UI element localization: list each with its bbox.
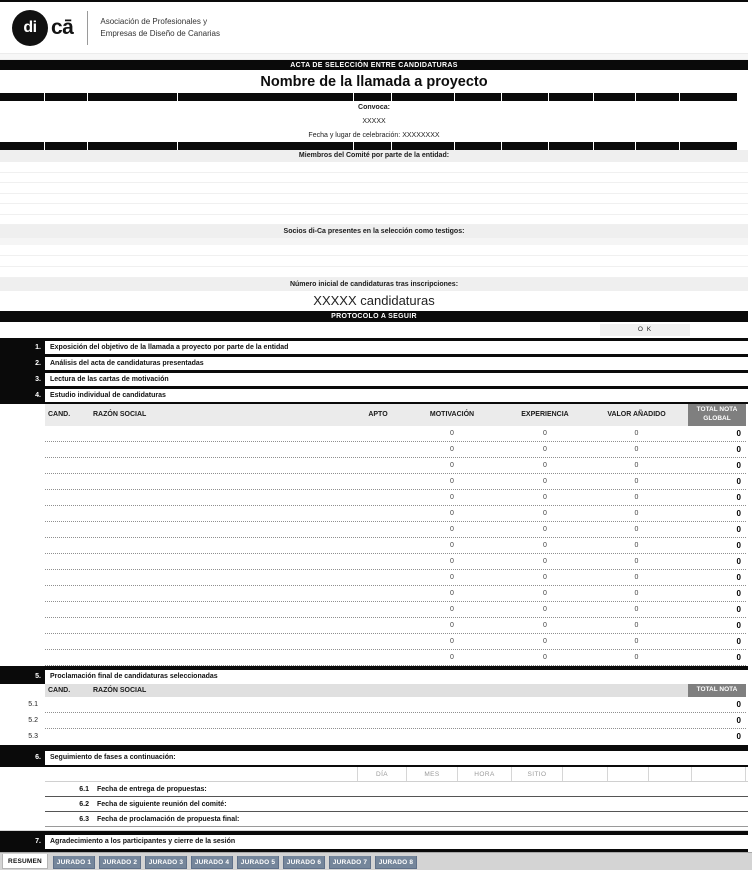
score-cell-valor[interactable]: 0 — [634, 494, 639, 501]
score-cell-motivacion[interactable]: 0 — [450, 526, 454, 533]
score-cell-experiencia[interactable]: 0 — [543, 494, 547, 501]
protocol-item-number: 5. — [0, 670, 45, 684]
protocol-item-row — [0, 357, 748, 373]
logo-ca-text: cā — [51, 15, 74, 39]
closing-section — [0, 831, 748, 852]
protocol-item-number: 6. — [0, 751, 45, 765]
score-cell-valor[interactable]: 0 — [634, 574, 639, 581]
score-cell-experiencia[interactable]: 0 — [543, 430, 547, 437]
acta-title-bar — [0, 60, 748, 70]
score-cell-motivacion[interactable]: 0 — [450, 542, 454, 549]
score-cell-valor[interactable]: 0 — [634, 478, 639, 485]
score-cell-motivacion[interactable]: 0 — [450, 430, 454, 437]
score-cell-experiencia[interactable]: 0 — [543, 590, 547, 597]
final-table-header — [0, 684, 748, 697]
score-cell-motivacion[interactable]: 0 — [450, 622, 454, 629]
score-cell-motivacion[interactable]: 0 — [450, 606, 454, 613]
score-cell-total: 0 — [736, 573, 741, 582]
protocol-item-text: Agradecimiento a los participantes y cierre de la sesión — [50, 838, 236, 845]
score-cell-valor[interactable]: 0 — [634, 510, 639, 517]
score-cell-total: 0 — [736, 621, 741, 630]
col-header-hora: HORA — [457, 767, 511, 782]
protocol-item-row-7 — [0, 835, 748, 849]
sheet-tab-jurado[interactable]: JURADO 6 — [283, 856, 325, 869]
score-cell-experiencia[interactable]: 0 — [543, 478, 547, 485]
miembros-label-band: Miembros del Comité por parte de la entidad: — [0, 150, 748, 162]
score-cell-motivacion[interactable]: 0 — [450, 510, 454, 517]
sheet-tab-jurado[interactable]: JURADO 2 — [99, 856, 141, 869]
protocol-item-number: 3. — [0, 373, 45, 386]
sheet-tab-jurado[interactable]: JURADO 8 — [375, 856, 417, 869]
protocol-item-number: 4. — [0, 389, 45, 402]
protocol-item-row — [0, 373, 748, 389]
score-cell-total: 0 — [736, 653, 741, 662]
score-cell-total: 0 — [736, 525, 741, 534]
phase-row-number: 6.3 — [79, 816, 89, 823]
score-cell-valor[interactable]: 0 — [634, 446, 639, 453]
score-row[interactable] — [0, 618, 748, 634]
score-table-header — [0, 404, 748, 426]
sheet-tab-group — [53, 856, 417, 869]
score-row[interactable] — [0, 570, 748, 586]
score-cell-motivacion[interactable]: 0 — [450, 558, 454, 565]
sheet-tab-jurado[interactable]: JURADO 5 — [237, 856, 279, 869]
protocolo-bar — [0, 311, 748, 322]
score-cell-valor[interactable]: 0 — [634, 542, 639, 549]
protocol-item-row — [0, 389, 748, 404]
score-row[interactable] — [0, 490, 748, 506]
protocol-item-row-6 — [0, 751, 748, 767]
score-row[interactable] — [0, 586, 748, 602]
project-title: Nombre de la llamada a proyecto — [260, 74, 488, 90]
score-cell-total: 0 — [736, 605, 741, 614]
socios-sub-band — [0, 238, 748, 245]
score-cell-motivacion[interactable]: 0 — [450, 494, 454, 501]
score-cell-valor[interactable]: 0 — [634, 558, 639, 565]
protocol-item-text: Seguimiento de fases a continuación: — [50, 754, 176, 761]
score-row[interactable] — [0, 426, 748, 442]
col-header-cand: CAND. — [48, 687, 71, 694]
score-cell-valor[interactable]: 0 — [634, 606, 639, 613]
protocol-item-text: Exposición del objetivo de la llamada a proyecto por parte de la entidad — [50, 344, 289, 351]
col-header-mes: MES — [406, 767, 457, 782]
acta-title: ACTA DE SELECCIÓN ENTRE CANDIDATURAS — [290, 61, 458, 69]
col-header-experiencia: EXPERIENCIA — [521, 411, 569, 418]
miembros-input-area[interactable] — [0, 162, 748, 225]
score-cell-motivacion[interactable]: 0 — [450, 638, 454, 645]
socios-label-band: Socios di-Ca presentes en la selección como testigos: — [0, 225, 748, 238]
convoca-label: Convoca: — [358, 104, 390, 111]
score-cell-experiencia[interactable]: 0 — [543, 446, 547, 453]
score-cell-experiencia[interactable]: 0 — [543, 558, 547, 565]
score-cell-valor[interactable]: 0 — [634, 654, 639, 661]
protocol-item-row-5 — [0, 670, 748, 684]
score-cell-valor[interactable]: 0 — [634, 526, 639, 533]
sheet-tab-jurado[interactable]: JURADO 1 — [53, 856, 95, 869]
final-row[interactable] — [0, 697, 748, 713]
score-row[interactable] — [0, 474, 748, 490]
score-cell-experiencia[interactable]: 0 — [543, 654, 547, 661]
score-cell-motivacion[interactable]: 0 — [450, 590, 454, 597]
phase-row-label: Fecha de siguiente reunión del comité: — [97, 801, 227, 808]
score-row[interactable] — [0, 458, 748, 474]
phase-row-label: Fecha de proclamación de propuesta final: — [97, 816, 240, 823]
score-cell-total: 0 — [736, 509, 741, 518]
protocolo-title: PROTOCOLO A SEGUIR — [331, 313, 417, 320]
score-cell-valor[interactable]: 0 — [634, 590, 639, 597]
phase-row-number: 6.1 — [79, 786, 89, 793]
final-row-number: 5.3 — [28, 733, 38, 740]
phase-row[interactable] — [0, 797, 748, 812]
sheet-tab-resumen[interactable]: RESUMEN — [2, 854, 48, 869]
dica-logo-circle-icon — [12, 10, 48, 46]
phases-section — [0, 747, 748, 831]
score-table-rows — [0, 426, 748, 666]
score-cell-total: 0 — [736, 589, 741, 598]
score-cell-total: 0 — [736, 557, 741, 566]
dica-logo — [12, 10, 73, 46]
protocol-item-row — [0, 341, 748, 357]
phase-row-number: 6.2 — [79, 801, 89, 808]
score-cell-experiencia[interactable]: 0 — [543, 574, 547, 581]
score-cell-valor[interactable]: 0 — [634, 462, 639, 469]
col-header-razon-social: RAZÓN SOCIAL — [93, 411, 147, 418]
col-header-cand: CAND. — [48, 411, 71, 418]
final-row[interactable] — [0, 713, 748, 729]
final-row-number: 5.1 — [28, 701, 38, 708]
fecha-lugar-cell[interactable]: Fecha y lugar de celebración: XXXXXXXX — [308, 132, 440, 139]
score-cell-total: 0 — [736, 493, 741, 502]
final-row-number: 5.2 — [28, 717, 38, 724]
score-cell-total: 0 — [736, 445, 741, 454]
score-cell-total: 0 — [736, 541, 741, 550]
logo-header — [0, 2, 748, 53]
col-header-dia: DÍA — [357, 767, 406, 782]
score-cell-valor[interactable]: 0 — [634, 430, 639, 437]
score-cell-experiencia[interactable]: 0 — [543, 510, 547, 517]
final-row[interactable] — [0, 729, 748, 745]
final-cell-total: 0 — [736, 732, 741, 741]
phases-rows — [0, 782, 748, 827]
score-cell-motivacion[interactable]: 0 — [450, 478, 454, 485]
sheet-tab-bar — [0, 852, 752, 870]
score-cell-motivacion[interactable]: 0 — [450, 654, 454, 661]
score-cell-experiencia[interactable]: 0 — [543, 606, 547, 613]
score-row[interactable] — [0, 442, 748, 458]
score-cell-experiencia[interactable]: 0 — [543, 622, 547, 629]
score-cell-experiencia[interactable]: 0 — [543, 638, 547, 645]
protocol-item-text: Lectura de las cartas de motivación — [50, 376, 169, 383]
score-row[interactable] — [0, 522, 748, 538]
score-cell-experiencia[interactable]: 0 — [543, 542, 547, 549]
sheet-tab-jurado[interactable]: JURADO 7 — [329, 856, 371, 869]
org-name-line2: Empresas de Diseño de Canarias — [100, 28, 220, 38]
logo-divider — [87, 11, 88, 45]
final-cell-total: 0 — [736, 700, 741, 709]
column-divider-bar-top — [0, 93, 748, 101]
score-row[interactable] — [0, 602, 748, 618]
score-cell-motivacion[interactable]: 0 — [450, 462, 454, 469]
protocol-items — [0, 338, 748, 404]
spacer-band — [0, 53, 748, 60]
score-cell-total: 0 — [736, 461, 741, 470]
final-cell-total: 0 — [736, 716, 741, 725]
score-row[interactable] — [0, 634, 748, 650]
protocol-item-text: Estudio individual de candidaturas — [50, 392, 166, 399]
score-row[interactable] — [0, 506, 748, 522]
column-divider-bar-mid — [0, 142, 748, 150]
numero-label-band: Número inicial de candidaturas tras inscripciones: — [0, 278, 748, 291]
protocol-item-text: Proclamación final de candidaturas seleccionadas — [50, 673, 218, 680]
ok-cell[interactable]: O K — [600, 324, 690, 336]
final-table-rows — [0, 697, 748, 745]
socios-input-area[interactable] — [0, 245, 748, 278]
score-cell-total: 0 — [736, 429, 741, 438]
protocol-item-text: Análisis del acta de candidaturas presentadas — [50, 360, 204, 367]
score-cell-valor[interactable]: 0 — [634, 638, 639, 645]
phase-row-label: Fecha de entrega de propuestas: — [97, 786, 207, 793]
protocol-item-number: 1. — [0, 341, 45, 354]
org-name — [100, 16, 220, 39]
ok-row — [0, 322, 748, 338]
convoca-value-cell[interactable]: XXXXX — [362, 118, 386, 125]
sheet-tab-jurado[interactable]: JURADO 3 — [145, 856, 187, 869]
numero-value-cell[interactable]: XXXXX candidaturas — [313, 293, 435, 308]
col-header-valor-anadido: VALOR AÑADIDO — [607, 411, 666, 418]
protocol-item-number: 7. — [0, 835, 45, 849]
phases-column-headers — [0, 767, 748, 782]
score-row[interactable] — [0, 554, 748, 570]
score-cell-motivacion[interactable]: 0 — [450, 574, 454, 581]
logo-di-text: di — [23, 18, 37, 36]
score-row[interactable] — [0, 650, 748, 666]
phase-row[interactable] — [0, 812, 748, 827]
score-cell-total: 0 — [736, 637, 741, 646]
score-row[interactable] — [0, 538, 748, 554]
org-name-line1: Asociación de Profesionales y — [100, 16, 208, 26]
col-header-sitio: SITIO — [511, 767, 562, 782]
score-cell-total: 0 — [736, 477, 741, 486]
col-header-razon-social: RAZÓN SOCIAL — [93, 687, 147, 694]
col-header-total-nota-global: TOTAL NOTA GLOBAL — [688, 404, 746, 426]
final-selection-section — [0, 666, 748, 747]
col-header-motivacion: MOTIVACIÓN — [429, 411, 475, 418]
score-cell-experiencia[interactable]: 0 — [543, 462, 547, 469]
score-cell-experiencia[interactable]: 0 — [543, 526, 547, 533]
score-cell-motivacion[interactable]: 0 — [450, 446, 454, 453]
col-header-total-nota: TOTAL NOTA — [688, 684, 746, 697]
protocol-item-number: 2. — [0, 357, 45, 370]
col-header-apto: APTO — [368, 411, 388, 418]
phase-row[interactable] — [0, 782, 748, 797]
score-cell-valor[interactable]: 0 — [634, 622, 639, 629]
sheet-tab-jurado[interactable]: JURADO 4 — [191, 856, 233, 869]
